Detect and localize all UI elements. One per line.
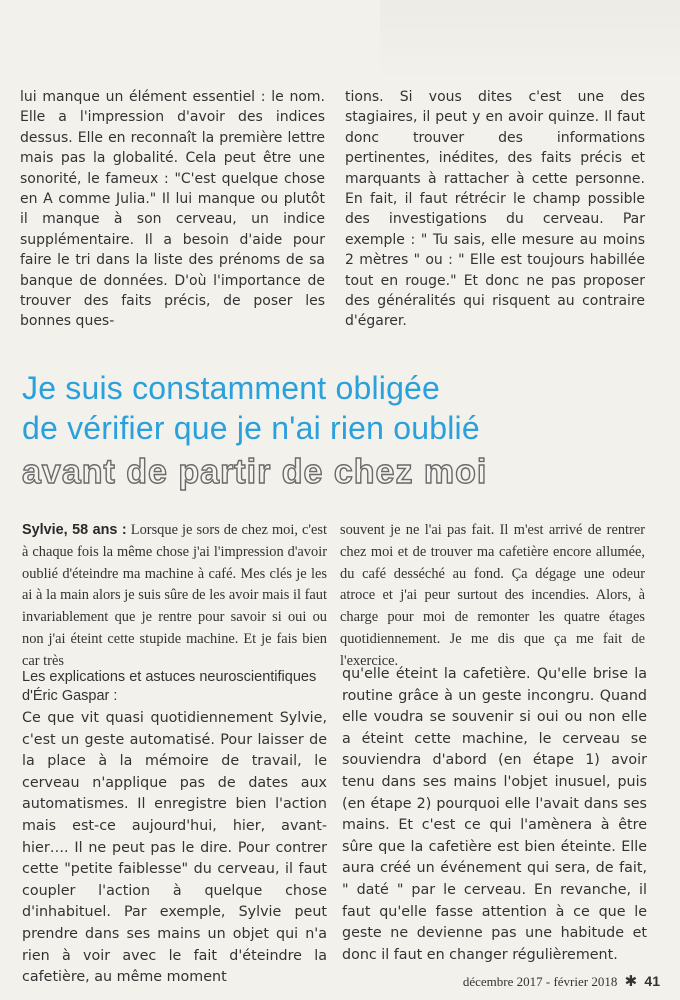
explanation-left-text: Ce que vit quasi quotidiennement Sylvie, c'est un geste automatisé. Pour laisser de la place à la mémoire de travail, le cerveau n'applique pas de dates aux automatismes. Il enregistre bien l'action mais est-ce aujourd'hui, hier, avant-hier…. Il ne peut pas le dire. Pour contrer cette "petite faiblesse" du cerveau, il faut coupler l'action à quelque chose d'inhabituel. Par exemple, Sylvie peut prendre dans ses mains un objet qui n'a rien à voir avec le fait d'éteindre la cafetière, au même moment bbox=[22, 710, 327, 986]
testimony-column-right bbox=[340, 520, 645, 673]
testimony-right-text: souvent je ne l'ai pas fait. Il m'est arrivé de rentrer chez moi et de trouver ma cafetière encore allumée, du café desséché au fond. Ça dégage une odeur atroce et j'ai peur surtout des incendies. Alors, à charge pour moi de remonter les quatre étages quotidiennement. Je me dis que ça me fait de l'exercice. bbox=[340, 522, 645, 669]
asterisk-icon: ✱ bbox=[624, 974, 638, 990]
explanation-heading: Les explications et astuces neuroscientifiques d'Éric Gaspar : bbox=[22, 669, 317, 704]
headline-line-2: de vérifier que je n'ai rien oublié bbox=[22, 410, 480, 446]
intro-right-paragraph: tions. Si vous dites c'est une des stagiaires, il peut y en avoir quinze. Il faut donc trouver des informations pertinentes, inédites, des faits précis et marquants à rattacher à cette personne. En fait, il faut rétrécir le champ possible des investigations du cerveau. Par exemple : " Tu sais, elle mesure au moins 2 mètres " ou : " Elle est toujours habillée tout en rouge." Et donc ne pas proposer des généralités qui risquent au contraire d'égarer. bbox=[345, 89, 645, 330]
intro-left-paragraph: lui manque un élément essentiel : le nom. Elle a l'impression d'avoir des indices dessus. Elle en reconnaît la première lettre mais pas la globalité. Cela peut être une sonorité, le fameux : "C'est quelque chose en A comme Julia." Il lui manque ou plutôt il manque à son cerveau, un indice supplémentaire. Il a besoin d'aide pour faire le tri dans la liste des prénoms de sa banque de données. D'où l'importance de trouver des faits précis, de poser les bonnes ques- bbox=[20, 89, 325, 330]
page-footer bbox=[450, 972, 660, 991]
headline-line-3-outlined: avant de partir de chez moi bbox=[22, 453, 488, 491]
testimony-left-text: Lorsque je sors de chez moi, c'est à chaque fois la même chose j'ai l'impression d'avoir oublié d'éteindre ma machine à café. Mes clés je les ai à la main alors je suis sûre de les avoir mais il faut invariablement que je rentre pour savoir si oui ou non j'ai éteint cette stupide machine. Et je fais bien car très bbox=[22, 522, 327, 669]
testimony-column-left bbox=[22, 520, 327, 673]
facing-page-bleed bbox=[380, 0, 680, 80]
headline-line-1: Je suis constamment obligée bbox=[22, 370, 441, 406]
explanation-column-right bbox=[342, 664, 647, 966]
speaker-name: Sylvie, 58 ans : bbox=[22, 522, 127, 538]
explanation-column-left bbox=[22, 708, 327, 989]
intro-column-left bbox=[20, 87, 325, 332]
intro-column-right bbox=[345, 87, 645, 332]
issue-dates: décembre 2017 - février 2018 bbox=[462, 974, 618, 989]
page-number: 41 bbox=[644, 973, 660, 989]
section-headline bbox=[22, 368, 662, 494]
explanation-right-text: qu'elle éteint la cafetière. Qu'elle brise la routine grâce à un geste incongru. Quand elle voudra se souvenir si oui ou non elle a éteint cette machine, le cerveau se souviendra d'abord (en étape 1) avoir tenu dans ses mains l'objet inusuel, puis (en étape 2) pourquoi elle l'avait dans ses mains. Et c'est ce qui l'amènera à être sûre que la cafetière est bien éteinte. Elle aura créé un événement qui sera, de fait, " daté " par le cerveau. En revanche, il faut qu'elle fasse attention à ce que le geste ne devienne pas une habitude et donc il faut en changer régulièrement. bbox=[342, 666, 647, 963]
